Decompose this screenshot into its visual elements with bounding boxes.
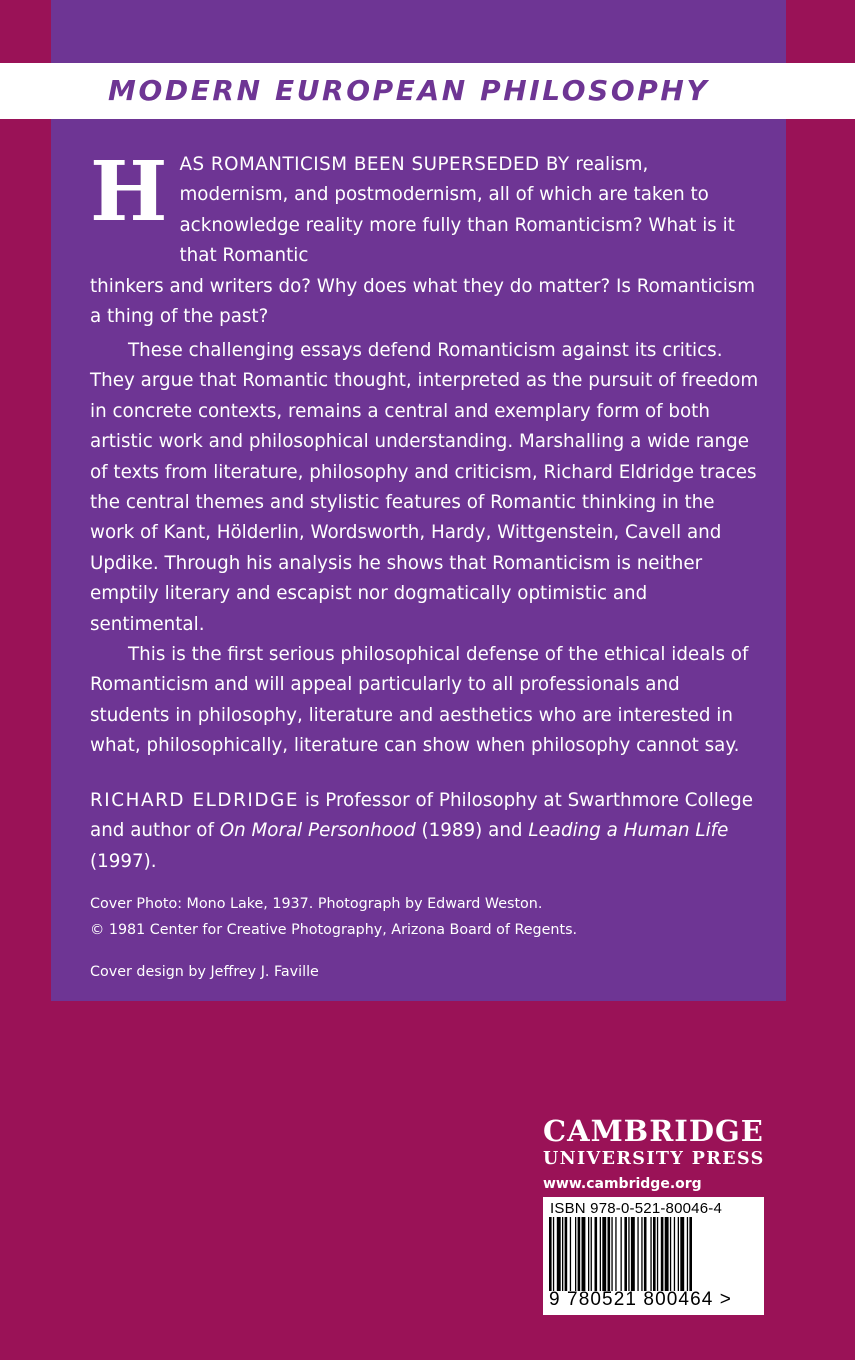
isbn-label: ISBN 978-0-521-80046-4 [550, 1200, 723, 1217]
intro-text-1: realism, modernism, and postmodernism, all of which are taken to acknowledge reality more fully than Romanticism? What is it that Romantic [179, 154, 735, 267]
publisher-website: www.cambridge.org [543, 1176, 702, 1192]
barcode-digits: 9 780521 800464 > [549, 1289, 733, 1310]
author-year-1: (1989) and [415, 820, 529, 842]
book-title-1: On Moral Personhood [219, 820, 416, 842]
intro-text-2: thinkers and writers do? Why does what they do matter? Is Romanticism a thing of the past? [90, 275, 756, 328]
series-title: MODERN EUROPEAN PHILOSOPHY [108, 74, 710, 107]
intro-caps: AS ROMANTICISM BEEN SUPERSEDED BY [179, 154, 570, 175]
photo-credit-line-1: Cover Photo: Mono Lake, 1937. Photograph by Edward Weston. [90, 896, 543, 912]
photo-credit [90, 891, 770, 943]
author-name: RICHARD ELDRIDGE [90, 790, 300, 811]
design-credit: Cover design by Jeffrey J. Faville [90, 964, 319, 980]
author-year-2: (1997). [90, 850, 157, 872]
paragraph-3: This is the first serious philosophical defense of the ethical ideals of Romanticism and will appeal particularly to all professionals and students in philosophy, literature and aesthetics who are interested in what, philosophically, literature can show when philosophy cannot say. [90, 644, 749, 757]
barcode-bars [549, 1217, 745, 1291]
barcode [543, 1197, 764, 1315]
paragraph-2: These challenging essays defend Romanticism against its critics. They argue that Romantic thought, interpreted as the pursuit of freedom in concrete contexts, remains a central and exemplary form of both artistic work and philosophical understanding. Marshalling a wide range of texts from literature, philosophy and criticism, Richard Eldridge traces the central themes and stylistic features of Romantic thinking in the work of Kant, Hölderlin, Wordsworth, Hardy, Wittgenstein, Cavell and Updike. Through his analysis he shows that Romanticism is neither emptily literary and escapist nor dogmatically optimistic and sentimental. [90, 340, 759, 635]
author-bio [90, 786, 762, 877]
photo-credit-line-2: © 1981 Center for Creative Photography, Arizona Board of Regents. [90, 922, 578, 938]
publisher-subname: UNIVERSITY PRESS [543, 1149, 765, 1169]
publisher-logo [543, 1113, 773, 1195]
intro-paragraph [90, 144, 762, 332]
author-text: is Professor of Philosophy at Swarthmore College and author of [90, 790, 753, 842]
publisher-name: CAMBRIDGE [543, 1114, 764, 1148]
drop-cap: H [90, 144, 168, 240]
book-title-2: Leading a Human Life [528, 820, 729, 842]
